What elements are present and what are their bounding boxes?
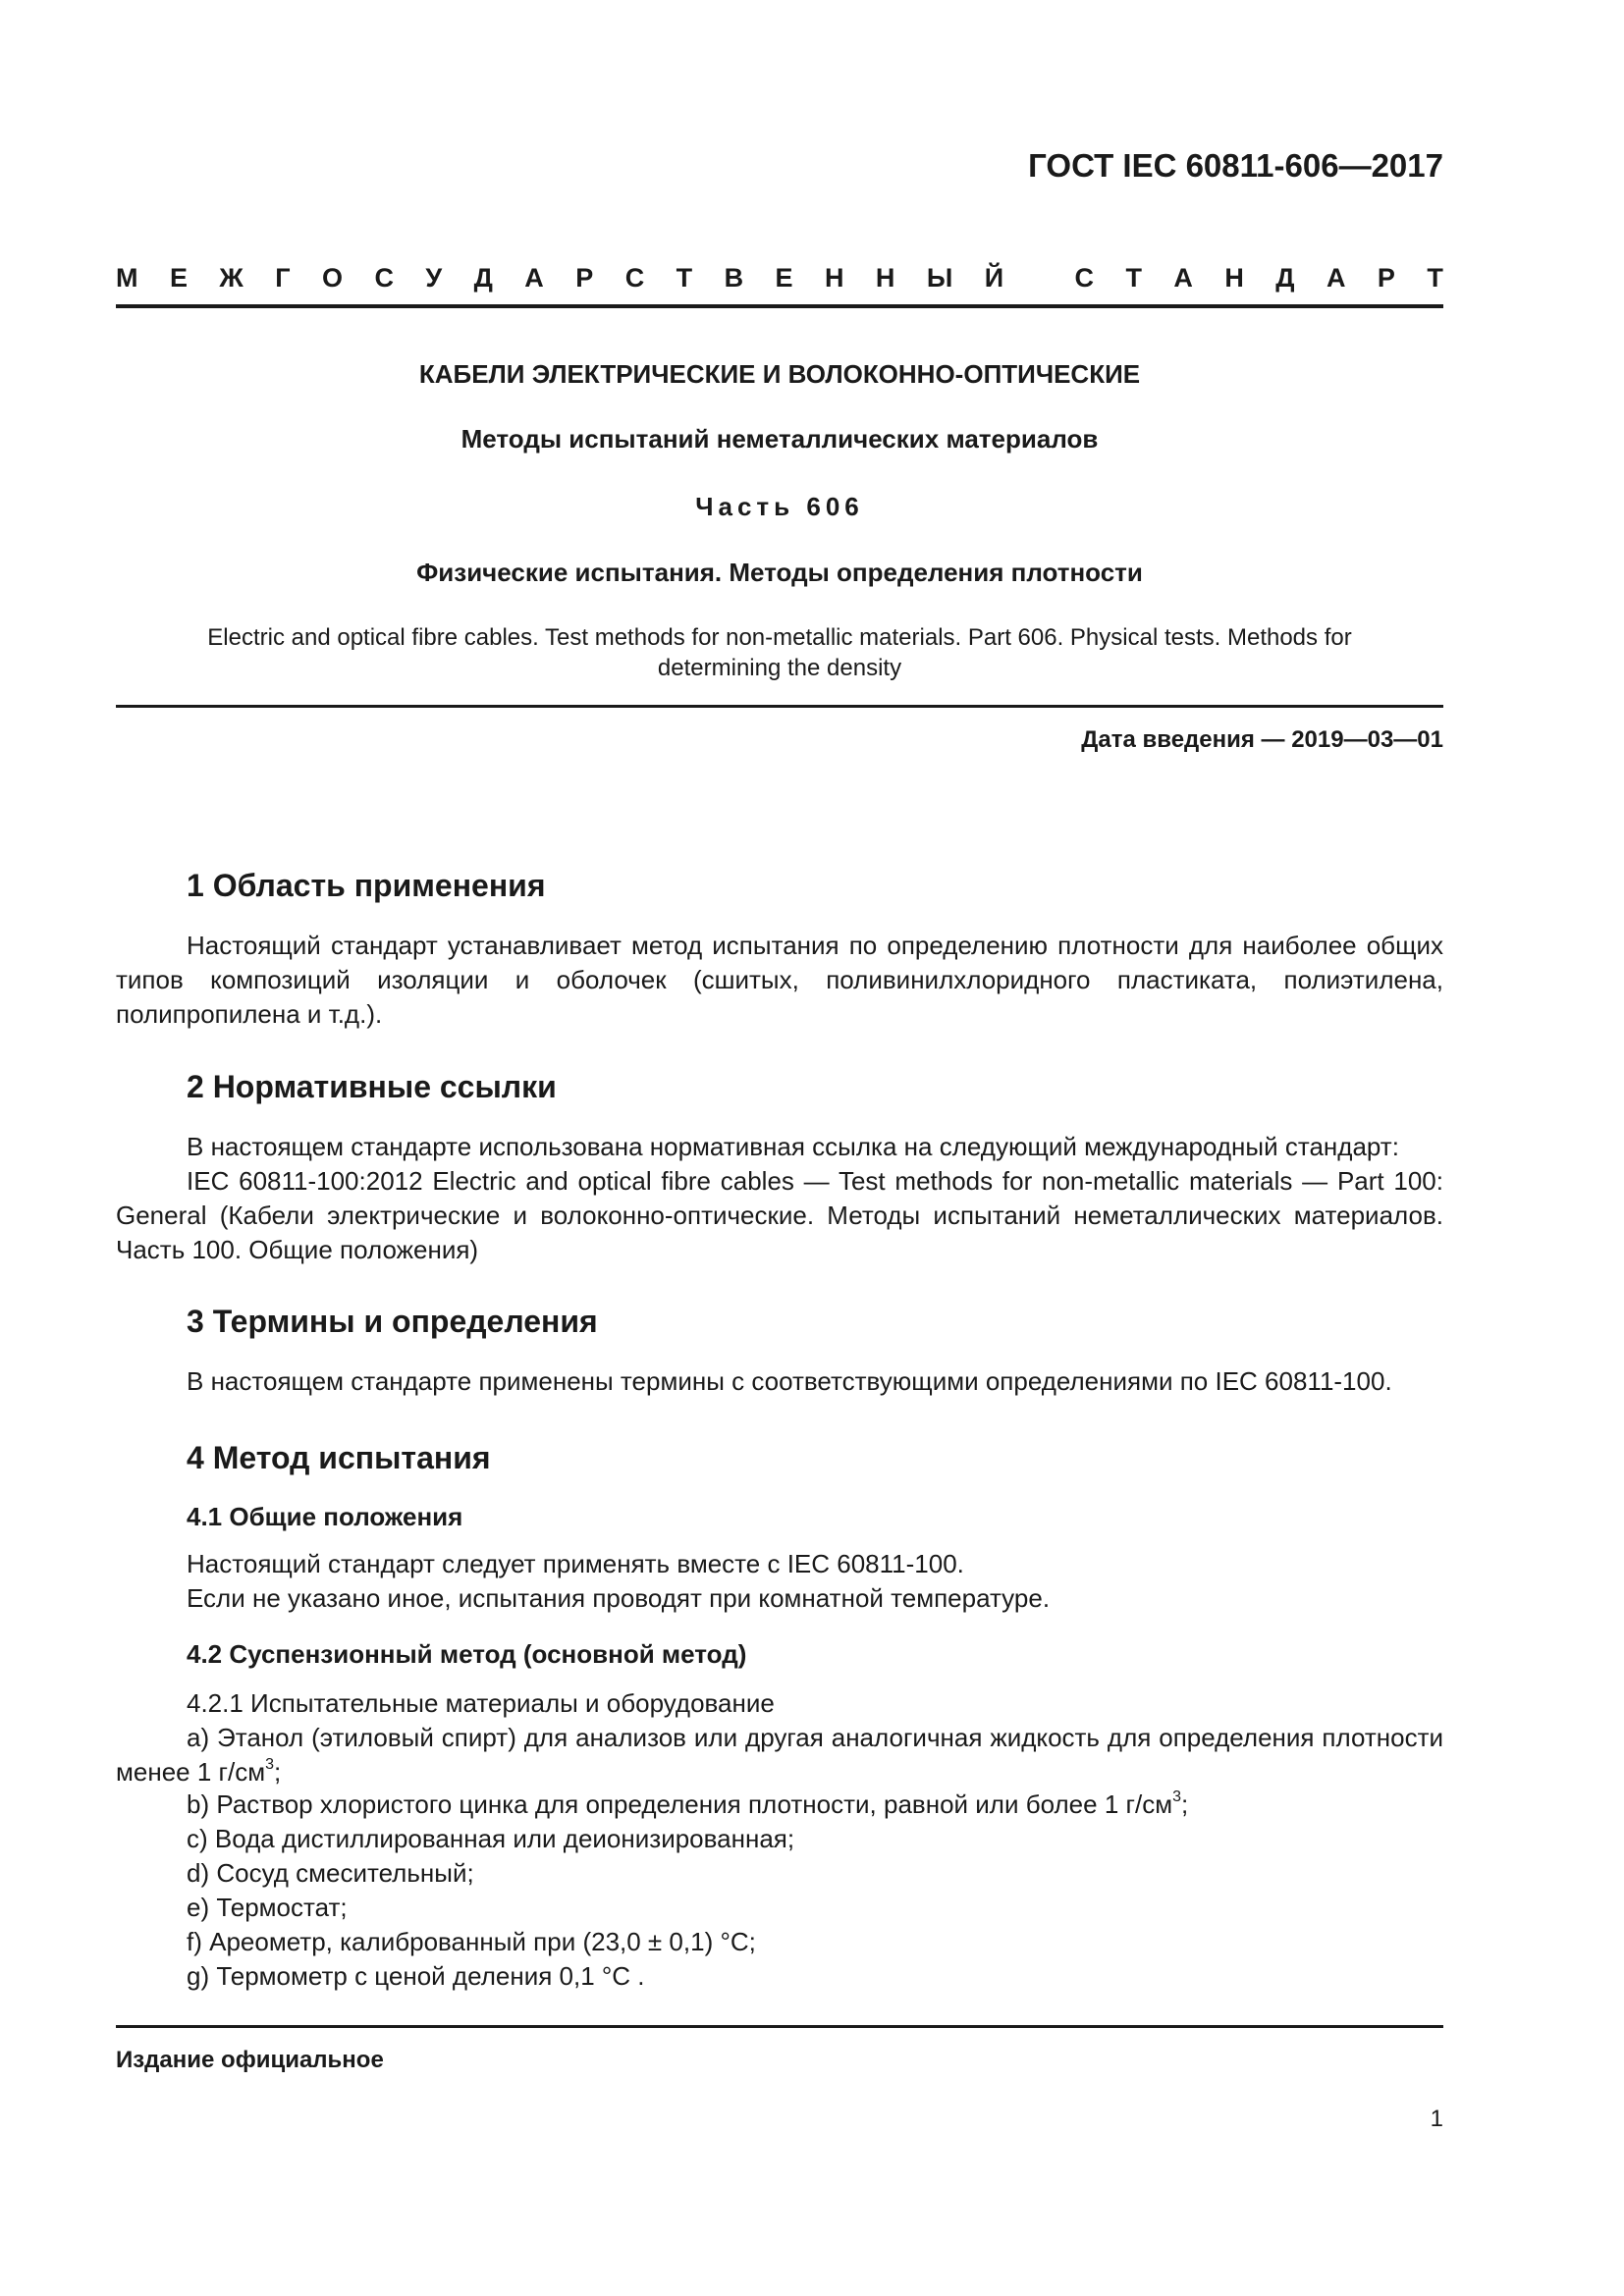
- section-2-paragraph-1: В настоящем стандарте использована нормативная ссылка на следующий международный стандарт:: [187, 1132, 1399, 1161]
- section-3-heading: 3 Термины и определения: [187, 1304, 598, 1339]
- banner-letter: С: [374, 263, 394, 293]
- banner-letter: А: [1173, 263, 1193, 293]
- edition-label: Издание официальное: [116, 2047, 384, 2073]
- title-subtitle: Методы испытаний неметаллических материалов: [460, 424, 1099, 454]
- item-a-superscript: 3: [265, 1756, 275, 1773]
- banner-letter: Н: [875, 263, 895, 293]
- item-b-superscript: 3: [1172, 1789, 1181, 1805]
- item-b: [187, 1789, 1188, 1820]
- banner-letter: Т: [676, 263, 693, 293]
- item-a-end: ;: [274, 1757, 282, 1787]
- section-1-heading: 1 Область применения: [187, 868, 546, 903]
- section-1-text: [116, 929, 1443, 1032]
- item-b-text: b) Раствор хлористого цинка для определения плотности, равной или более 1 г/см: [187, 1789, 1173, 1819]
- banner-letter: М: [116, 263, 138, 293]
- banner-letter: Д: [473, 263, 493, 293]
- banner-letter: [1036, 263, 1044, 294]
- item-d: d) Сосуд смесительный;: [187, 1858, 474, 1888]
- banner-letter: Н: [824, 263, 844, 293]
- subsection-4-2-heading: 4.2 Суспензионный метод (основной метод): [187, 1639, 747, 1669]
- item-b-end: ;: [1181, 1789, 1189, 1819]
- banner-letter: С: [624, 263, 645, 293]
- item-e: e) Термостат;: [187, 1893, 348, 1922]
- banner-letter: Р: [575, 263, 594, 293]
- banner-letter: Н: [1224, 263, 1244, 293]
- banner-letter: Е: [169, 263, 188, 293]
- subsection-4-1-heading: 4.1 Общие положения: [187, 1502, 463, 1531]
- header-rule: [116, 304, 1443, 308]
- banner-letter: В: [724, 263, 744, 293]
- banner-letter: Д: [1275, 263, 1295, 293]
- banner-letter: У: [425, 263, 443, 293]
- banner-letter: Т: [1125, 263, 1142, 293]
- subsection-4-1-line-1: Настоящий стандарт следует применять вместе с IEC 60811-100.: [187, 1549, 964, 1578]
- section-1-paragraph: Настоящий стандарт устанавливает метод испытания по определению плотности для наиболее общих типов композиций изоляции и оболочек (сшитых, поливинилхлоридного пластиката, полиэтилена, полипропилена и т.д.).: [116, 931, 1443, 1029]
- subsection-4-2-1-heading: 4.2.1 Испытательные материалы и оборудование: [187, 1688, 775, 1718]
- banner-letter: А: [1326, 263, 1346, 293]
- banner-letter: Й: [984, 263, 1004, 293]
- title-rule: [116, 705, 1443, 708]
- introduction-date: Дата введения — 2019—03—01: [1081, 726, 1443, 753]
- footer-rule: [116, 2025, 1443, 2028]
- title-part: Часть 606: [695, 492, 864, 521]
- banner-letter: Р: [1377, 263, 1395, 293]
- subsection-4-1-line-2: Если не указано иное, испытания проводят при комнатной температуре.: [187, 1583, 1051, 1613]
- banner-letter: Ж: [219, 263, 244, 293]
- banner-letter: С: [1074, 263, 1094, 293]
- banner-letter: Е: [775, 263, 793, 293]
- section-2-paragraph-2: IEC 60811-100:2012 Electric and optical fibre cables — Test methods for non-metallic materials — Part 100: General (Кабели электрические и волоконно-оптические. Методы испытаний неметаллических материалов. Часть 100. Общие положения): [116, 1166, 1443, 1264]
- item-g: g) Термометр с ценой деления 0,1 °С .: [187, 1961, 645, 1991]
- banner-letter: Т: [1427, 263, 1443, 293]
- standard-designation: ГОСТ IEC 60811-606—2017: [1028, 147, 1443, 184]
- title-physical-tests: Физические испытания. Методы определения плотности: [416, 558, 1143, 587]
- section-3-paragraph: В настоящем стандарте применены термины с соответствующими определениями по IEC 60811-100.: [187, 1366, 1392, 1396]
- item-f: f) Ареометр, калиброванный при (23,0 ± 0,1) °С;: [187, 1927, 756, 1956]
- interstate-standard-banner: [116, 263, 1443, 294]
- item-a: [116, 1721, 1443, 1789]
- title-main: КАБЕЛИ ЭЛЕКТРИЧЕСКИЕ И ВОЛОКОННО-ОПТИЧЕСКИЕ: [418, 359, 1141, 389]
- banner-letter: Ы: [926, 263, 953, 293]
- page-number: 1: [1430, 2106, 1443, 2132]
- banner-letter: А: [524, 263, 544, 293]
- item-a-block: [116, 1721, 1443, 1789]
- title-english: Electric and optical fibre cables. Test methods for non-metallic materials. Part 606. Physical tests. Methods for determining the density: [207, 624, 1352, 681]
- banner-letter: О: [321, 263, 343, 293]
- item-a-text: а) Этанол (этиловый спирт) для анализов или другая аналогичная жидкость для определения плотности менее 1 г/см: [116, 1723, 1443, 1787]
- item-c: c) Вода дистиллированная или деионизированная;: [187, 1824, 795, 1853]
- section-3-text: [116, 1364, 1443, 1399]
- section-4-heading: 4 Метод испытания: [187, 1440, 491, 1475]
- banner-letter: Г: [275, 263, 291, 293]
- section-2-text: [116, 1130, 1443, 1267]
- section-2-heading: 2 Нормативные ссылки: [187, 1069, 557, 1104]
